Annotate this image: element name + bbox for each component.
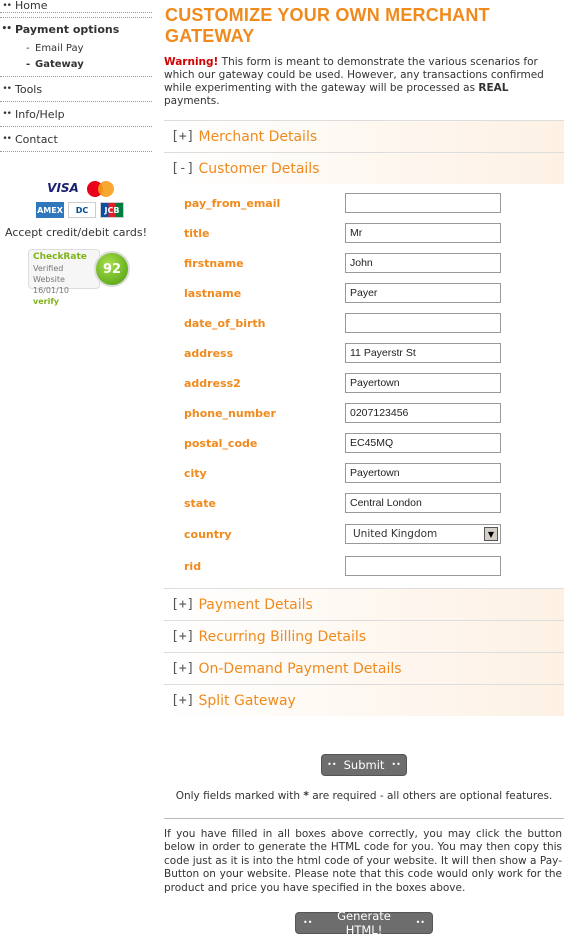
payment-submenu: [0, 40, 152, 77]
field-label: postal_code: [184, 436, 258, 450]
field-label: phone_number: [184, 406, 276, 420]
field-label: state: [184, 496, 216, 510]
field-label: rid: [184, 559, 202, 573]
section-merchant-details[interactable]: [164, 120, 564, 152]
field-row: [184, 550, 564, 582]
section-recurring-billing[interactable]: [164, 620, 564, 652]
generate-instructions: If you have filled in all boxes above correctly, you may click the button below in order to generate the HTML code for you. You may then copy this code just as it is into the html code of your website. It will then show a Pay-Button on your website. Please note that this code would only work for the product and price you have specified in the boxes above.: [164, 827, 562, 894]
warning-end: payments.: [164, 95, 220, 107]
field-row: [184, 368, 564, 398]
country-select[interactable]: [345, 524, 501, 544]
field-label: date_of_birth: [184, 316, 266, 330]
main-content: [164, 0, 564, 937]
field-row: [184, 488, 564, 518]
divider: [164, 818, 564, 819]
field-row: [184, 338, 564, 368]
nav-label: Contact: [15, 132, 58, 146]
pay-from-email-input[interactable]: [345, 193, 501, 213]
warning-label: Warning!: [164, 56, 219, 68]
generate-label: Generate HTML!: [337, 908, 391, 937]
rid-input[interactable]: [345, 556, 501, 576]
customer-fields: [164, 184, 564, 588]
accept-cards-text: Accept credit/debit cards!: [5, 226, 147, 239]
field-row: [184, 218, 564, 248]
country-value: United Kingdom: [353, 528, 438, 540]
address-input[interactable]: [345, 343, 501, 363]
note-text: Only fields marked with: [175, 789, 300, 802]
bullet-icon: ••: [1, 24, 11, 34]
card-logos: [0, 180, 160, 218]
submit-button[interactable]: [321, 754, 407, 776]
checkrate-subtitle: Verified Website: [33, 264, 65, 284]
nav-label: Info/Help: [15, 107, 65, 121]
city-input[interactable]: [345, 463, 501, 483]
field-row: [184, 278, 564, 308]
jcb-logo: JCB: [100, 202, 124, 218]
warning-text: [164, 56, 564, 108]
field-label: title: [184, 226, 210, 240]
nav-label: Gateway: [35, 58, 84, 70]
section-label: Payment Details: [198, 596, 313, 613]
state-input[interactable]: [345, 493, 501, 513]
section-label: Merchant Details: [198, 128, 318, 145]
field-row: [184, 248, 564, 278]
section-label: Split Gateway: [198, 692, 296, 709]
required-star: *: [303, 789, 309, 802]
amex-logo: AMEX: [36, 202, 64, 218]
field-row: [184, 518, 564, 550]
bullet-icon: ••: [391, 760, 401, 769]
nav-email-pay[interactable]: [0, 40, 152, 56]
expand-icon: [+]: [171, 661, 195, 676]
bullet-icon: ••: [2, 84, 11, 94]
field-label: address2: [184, 376, 241, 390]
nav-gateway[interactable]: [0, 56, 152, 72]
checkrate-date: 16/01/10: [33, 286, 69, 295]
field-row: [184, 398, 564, 428]
field-label: city: [184, 466, 207, 480]
phone-number-input[interactable]: [345, 403, 501, 423]
checkrate-score: 92: [94, 251, 130, 287]
field-row: [184, 188, 564, 218]
nav-payment-options[interactable]: [0, 18, 152, 40]
checkrate-verify: verify: [33, 297, 60, 306]
generate-html-button[interactable]: [295, 908, 433, 937]
postal-code-input[interactable]: [345, 433, 501, 453]
field-row: [184, 428, 564, 458]
section-customer-details[interactable]: [164, 152, 564, 184]
address2-input[interactable]: [345, 373, 501, 393]
section-label: On-Demand Payment Details: [198, 660, 402, 677]
nav-label: Home: [15, 0, 48, 12]
nav-label: Email Pay: [35, 42, 84, 54]
section-payment-details[interactable]: [164, 588, 564, 620]
mastercard-logo: [86, 180, 116, 198]
nav-tools[interactable]: [0, 77, 152, 102]
field-label: address: [184, 346, 234, 360]
date-of-birth-input[interactable]: [345, 313, 501, 333]
expand-icon: [+]: [171, 629, 195, 644]
warning-body: This form is meant to demonstrate the various scenarios for which our gateway could be used. However, any transactions confirmed while experimenting with the gateway will be processed as: [164, 56, 544, 94]
bullet-icon: ••: [303, 918, 313, 927]
field-label: pay_from_email: [184, 196, 281, 210]
dash-icon: -: [26, 58, 31, 70]
bullet-icon: ••: [2, 134, 11, 144]
expand-icon: [+]: [171, 597, 195, 612]
dropdown-arrow-icon[interactable]: ▼: [484, 527, 498, 541]
bullet-icon: ••: [327, 760, 337, 769]
title-input[interactable]: [345, 223, 501, 243]
visa-logo: VISA: [47, 181, 79, 195]
nav-info-help[interactable]: [0, 102, 152, 127]
checkrate-brand: CheckRate: [33, 252, 87, 262]
section-split-gateway[interactable]: [164, 684, 564, 716]
nav-label: Tools: [15, 82, 43, 96]
required-note: [164, 790, 564, 802]
expand-icon: [+]: [171, 129, 195, 144]
field-row: [184, 458, 564, 488]
expand-icon: [+]: [171, 693, 195, 708]
section-on-demand-payment[interactable]: [164, 652, 564, 684]
note-text: are required - all others are optional features.: [312, 789, 553, 802]
nav-home[interactable]: [0, 0, 152, 13]
nav-contact[interactable]: [0, 127, 152, 152]
warning-real: REAL: [478, 82, 509, 94]
field-label: firstname: [184, 256, 244, 270]
bullet-icon: ••: [415, 918, 425, 927]
firstname-input[interactable]: [345, 253, 501, 273]
bullet-icon: ••: [2, 109, 11, 119]
diners-club-logo: DC: [68, 202, 96, 218]
field-label: lastname: [184, 286, 242, 300]
field-label: country: [184, 527, 232, 541]
lastname-input[interactable]: [345, 283, 501, 303]
sidebar: [0, 0, 160, 306]
section-label: Customer Details: [198, 160, 320, 177]
submit-label: Submit: [343, 757, 385, 772]
nav-label: Payment options: [15, 22, 120, 36]
collapse-icon: [-]: [171, 161, 195, 176]
checkrate-badge[interactable]: [28, 249, 160, 306]
bullet-icon: ••: [2, 0, 11, 11]
dash-icon: -: [26, 42, 30, 54]
section-label: Recurring Billing Details: [198, 628, 367, 645]
page-title: CUSTOMIZE YOUR OWN MERCHANT GATEWAY: [165, 5, 490, 46]
field-row: [184, 308, 564, 338]
